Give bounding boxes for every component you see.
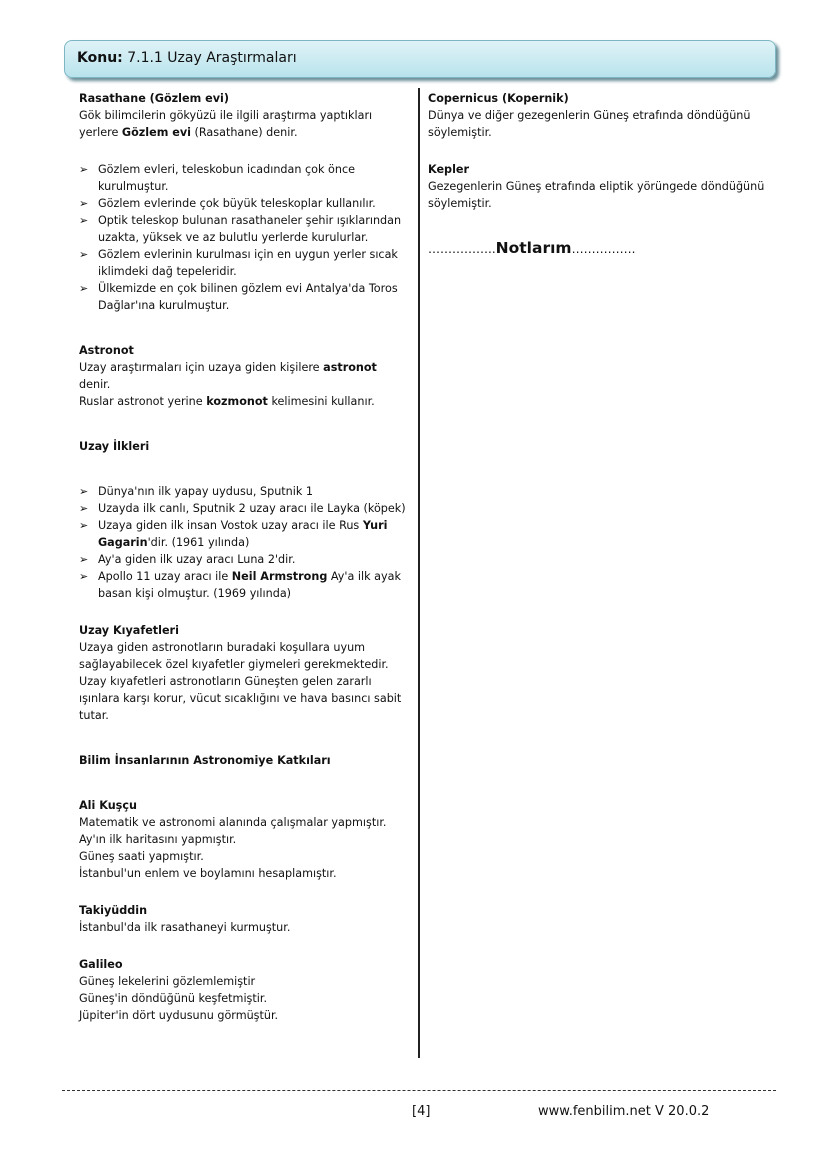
footer-divider	[62, 1090, 776, 1091]
katki-heading: Bilim İnsanlarının Astronomiye Katkıları	[79, 754, 331, 767]
rasathane-intro: Gök bilimcilerin gökyüzü ile ilgili araştırma yaptıkları yerlere Gözlem evi (Rasathane) denir.	[79, 109, 373, 139]
kuscu-heading: Ali Kuşçu	[79, 799, 137, 812]
topic-name: 7.1.1 Uzay Araştırmaları	[127, 50, 297, 66]
kiyafet-heading: Uzay Kıyafetleri	[79, 624, 179, 637]
topic-header	[64, 40, 776, 78]
right-column	[428, 90, 768, 258]
list-item: ➢ Gözlem evleri, teleskobun icadından çok önce kurulmuştur.	[79, 161, 409, 195]
kiyafet-text-1: Uzaya giden astronotların buradaki koşullara uyum sağlayabilecek özel kıyafetler giymeleri gerekmektedir.	[79, 641, 389, 671]
left-column	[79, 90, 409, 1024]
copernicus-heading: Copernicus (Kopernik)	[428, 92, 569, 105]
topic-label: Konu:	[77, 50, 123, 66]
list-item: ➢ Dünya'nın ilk yapay uydusu, Sputnik 1	[79, 483, 409, 500]
takiyuddin-heading: Takiyüddin	[79, 904, 148, 917]
ilkler-list	[79, 483, 409, 602]
kuscu-line: İstanbul'un enlem ve boylamını hesaplamıştır.	[79, 867, 337, 880]
list-item: ➢ Apollo 11 uzay aracı ile Neil Armstrong Ay'a ilk ayak basan kişi olmuştur. (1969 yılında)	[79, 568, 409, 602]
galileo-line: Jüpiter'in dört uydusunu görmüştür.	[79, 1009, 279, 1022]
topic-title	[77, 50, 297, 66]
kepler-text: Gezegenlerin Güneş etrafında eliptik yörüngede döndüğünü söylemiştir.	[428, 180, 765, 210]
page-number: [4]	[412, 1104, 431, 1119]
list-item: ➢ Ülkemizde en çok bilinen gözlem evi Antalya'da Toros Dağlar'ına kurulmuştur.	[79, 280, 409, 314]
rasathane-list	[79, 161, 409, 314]
kepler-heading: Kepler	[428, 163, 470, 176]
kiyafet-text-2: Uzay kıyafetleri astronotların Güneşten gelen zararlı ışınlara karşı korur, vücut sıcaklığını ve hava basıncı sabit tutar.	[79, 675, 402, 722]
rasathane-heading: Rasathane (Gözlem evi)	[79, 92, 229, 105]
list-item: ➢ Uzayda ilk canlı, Sputnik 2 uzay aracı ile Layka (köpek)	[79, 500, 409, 517]
ilkler-heading: Uzay İlkleri	[79, 440, 150, 453]
kuscu-line: Ay'ın ilk haritasını yapmıştır.	[79, 833, 237, 846]
list-item: ➢ Ay'a giden ilk uzay aracı Luna 2'dir.	[79, 551, 409, 568]
astronot-text-1: Uzay araştırmaları için uzaya giden kişilere astronot denir.	[79, 361, 377, 391]
column-divider	[418, 88, 420, 1058]
list-item: ➢ Uzaya giden ilk insan Vostok uzay aracı ile Rus Yuri Gagarin'dir. (1961 yılında)	[79, 517, 409, 551]
copernicus-text: Dünya ve diğer gezegenlerin Güneş etrafında döndüğünü söylemiştir.	[428, 109, 751, 139]
list-item: ➢ Gözlem evlerinde çok büyük teleskoplar kullanılır.	[79, 195, 409, 212]
kuscu-line: Matematik ve astronomi alanında çalışmalar yapmıştır.	[79, 816, 387, 829]
galileo-line: Güneş lekelerini gözlemlemiştir	[79, 975, 256, 988]
list-item: ➢ Optik teleskop bulunan rasathaneler şehir ışıklarından uzakta, yüksek ve az bulutlu yerlerde kurulurlar.	[79, 212, 409, 246]
site-url: www.fenbilim.net V 20.0.2	[538, 1104, 710, 1119]
galileo-line: Güneş'in döndüğünü keşfetmiştir.	[79, 992, 268, 1005]
galileo-heading: Galileo	[79, 958, 123, 971]
kuscu-line: Güneş saati yapmıştır.	[79, 850, 204, 863]
astronot-text-2: Ruslar astronot yerine kozmonot kelimesini kullanır.	[79, 395, 375, 408]
notes-heading: ……………..Notlarım…………….	[428, 239, 636, 257]
astronot-heading: Astronot	[79, 344, 134, 357]
list-item: ➢ Gözlem evlerinin kurulması için en uygun yerler sıcak iklimdeki dağ tepeleridir.	[79, 246, 409, 280]
takiyuddin-line: İstanbul'da ilk rasathaneyi kurmuştur.	[79, 921, 291, 934]
